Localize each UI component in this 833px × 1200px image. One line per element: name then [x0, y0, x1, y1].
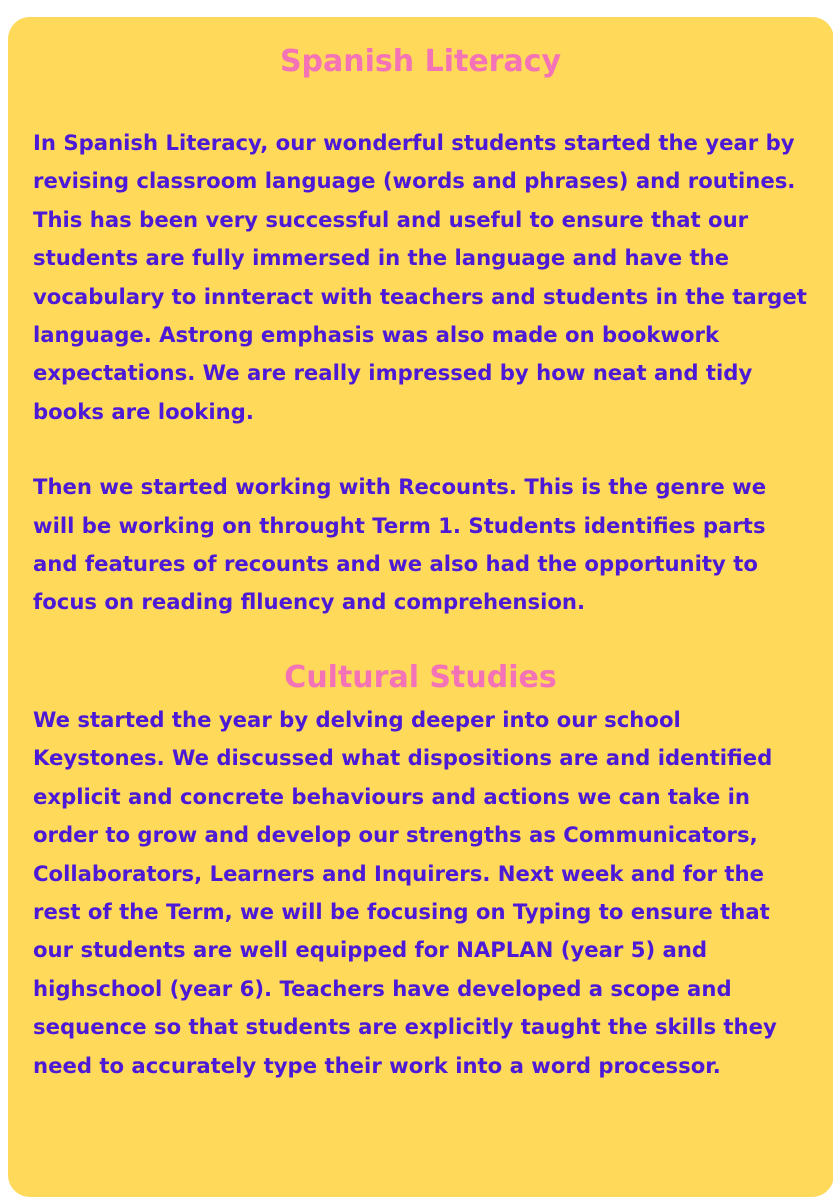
section-heading-cultural-studies: Cultural Studies	[284, 659, 557, 695]
section-heading-spanish-literacy: Spanish Literacy	[279, 44, 562, 79]
cultural-studies-paragraph: We started the year by delving deeper into our school Keystones. We discussed what dispositions are and identified explicit and concrete behaviours and actions we can take in order to grow and develop our strengths as Communicators, Collaborators, Learners and Inquirers. Next week and for the rest of the Term, we will be focusing on Typing to ensure that our students are well equipped for NAPLAN (year 5) and highschool (year 6). Teachers have developed a scope and sequence so that students are explicitly taught the skills they need to accurately type their work into a word processor.	[33, 706, 777, 1078]
spanish-literacy-paragraph-1: In Spanish Literacy, our wonderful students started the year by revising classroom language (words and phrases) and routines. This has been very successful and useful to ensure that our students are fully immersed in the language and have the vocabulary to innteract with teachers and students in the target language. Astrong emphasis was also made on bookwork expectations. We are really impressed by how neat and tidy books are looking.	[33, 130, 807, 424]
spanish-literacy-paragraph-2: Then we started working with Recounts. This is the genre we will be working on throught Term 1. Students identifies parts and features of recounts and we also had the opportunity to focus on reading flluency and comprehension.	[33, 474, 767, 615]
newsletter-card	[8, 17, 833, 1197]
